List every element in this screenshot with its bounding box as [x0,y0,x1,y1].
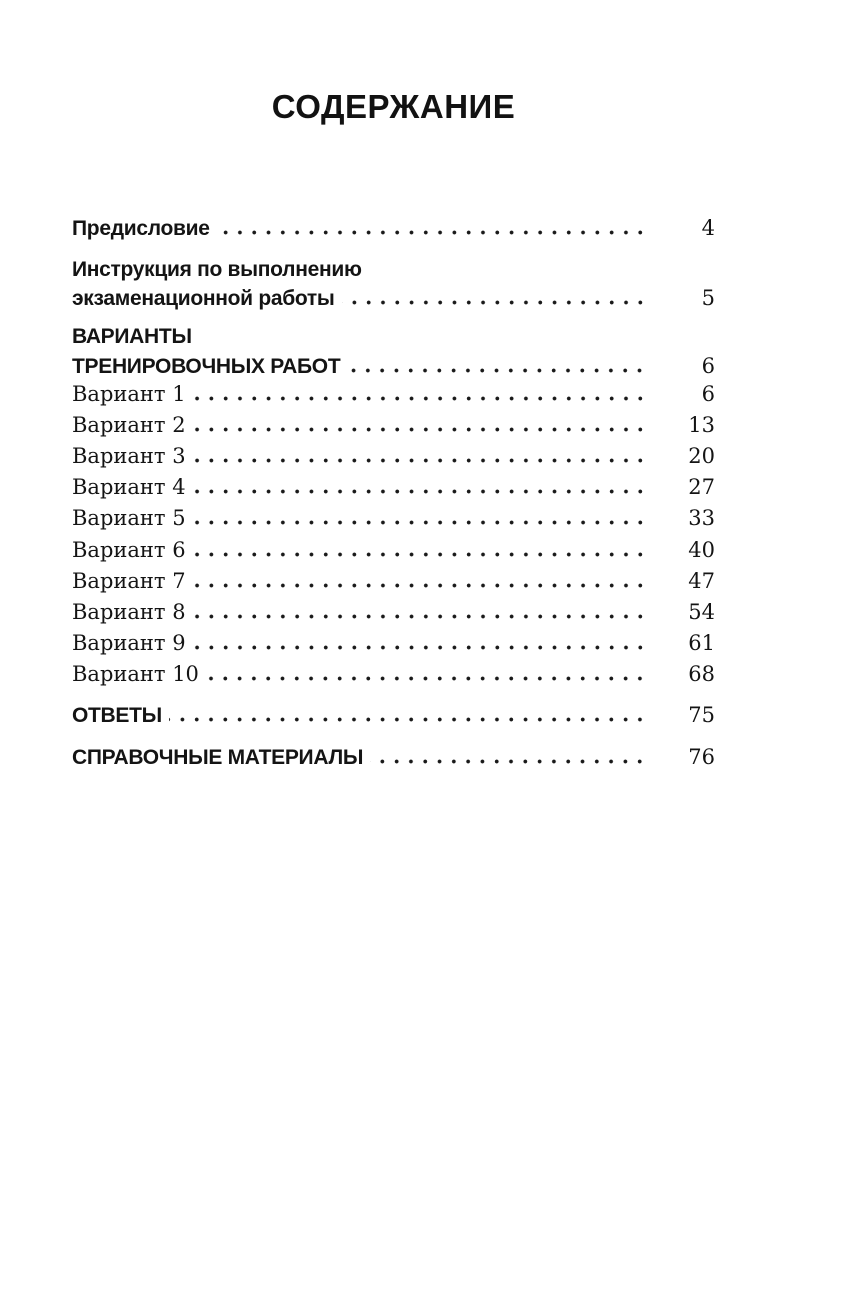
toc-page-number: 4 [701,216,715,240]
toc-page-number: 40 [688,537,715,562]
toc-row [72,742,715,773]
toc-page-number: 6 [701,353,715,378]
dot-leader [217,230,647,235]
toc-entry-label: Вариант 7 [72,568,186,593]
dot-leader [342,300,647,305]
dot-leader [193,396,647,401]
dot-leader [169,717,647,722]
toc-entry-label: СПРАВОЧНЫЕ МАТЕРИАЛЫ [72,745,364,769]
toc-row [72,410,715,441]
toc-entry-label: Вариант 2 [72,412,186,437]
toc-row [72,628,715,659]
toc-entry-label: Вариант 8 [72,599,186,624]
dot-leader [193,458,647,463]
toc-page-number: 5 [701,286,715,311]
toc-entry-label: Вариант 1 [72,381,186,406]
toc-row [72,441,715,472]
toc-page-number: 6 [701,381,715,406]
toc-entry-label: Вариант 5 [72,506,186,531]
toc-row [72,321,715,352]
toc-entry-label: ОТВЕТЫ [72,704,162,728]
toc-row [72,353,715,379]
page-title: СОДЕРЖАНИЕ [271,88,516,125]
toc-entry-label: ТРЕНИРОВОЧНЫХ РАБОТ [72,354,341,378]
dot-leader [193,489,647,494]
toc-page-number: 13 [688,412,715,437]
toc-entry-label: Вариант 4 [72,475,186,500]
toc-entry-label: Вариант 3 [72,443,186,468]
toc-entry-label: экзаменационной работы [72,287,335,311]
dot-leader [193,583,647,588]
dot-leader [193,552,647,557]
toc-row [72,472,715,503]
toc-page-number: 47 [688,568,715,593]
toc-page-number: 27 [688,475,715,500]
dot-leader [193,645,647,650]
toc-page-number: 75 [688,703,715,728]
toc-row [72,254,715,285]
toc-entry-label: Инструкция по выполнению [72,258,362,282]
toc-row [72,379,715,410]
toc-page-number: 33 [688,506,715,531]
toc-page-number: 76 [688,744,715,769]
toc-list [72,213,715,773]
toc-row [72,700,715,731]
toc-entry-label: ВАРИАНТЫ [72,325,192,349]
toc-entry-label: Вариант 10 [72,662,199,687]
toc-row [72,503,715,534]
toc-row [72,285,715,311]
dot-leader [206,676,647,681]
toc-page-number: 61 [688,631,715,656]
dot-leader [193,427,647,432]
toc-row [72,566,715,597]
toc-row [72,535,715,566]
dot-leader [193,614,647,619]
dot-leader [193,520,647,525]
dot-leader [347,368,647,373]
toc-page-number: 68 [688,662,715,687]
toc-row [72,659,715,690]
dot-leader [370,759,647,764]
toc-entry-label: Вариант 6 [72,537,186,562]
toc-row [72,597,715,628]
toc-row [72,213,715,244]
toc-page-number: 54 [688,599,715,624]
toc-entry-label: Предисловие [72,217,210,240]
toc-entry-label: Вариант 9 [72,631,186,656]
toc-page-number: 20 [688,443,715,468]
